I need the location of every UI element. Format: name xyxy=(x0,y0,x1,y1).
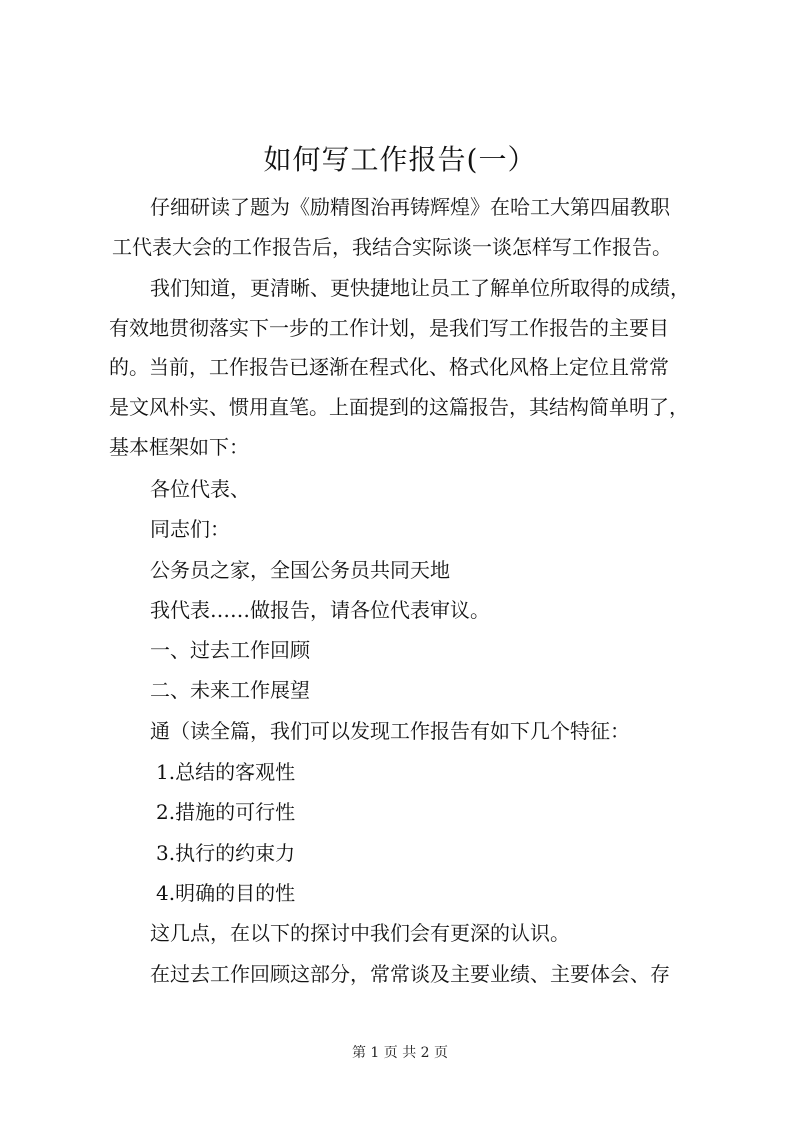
body-line: 这几点，在以下的探讨中我们会有更深的认识。 xyxy=(150,921,570,945)
document-title: 如何写工作报告(一） xyxy=(263,143,537,176)
body-line: 通（读全篇，我们可以发现工作报告有如下几个特征： xyxy=(150,719,630,743)
body-line: 有效地贯彻落实下一步的工作计划，是我们写工作报告的主要目 xyxy=(109,316,669,340)
body-line: 我们知道，更清晰、更快捷地让员工了解单位所取得的成绩， xyxy=(150,276,690,300)
body-line: 是文风朴实、惯用直笔。上面提到的这篇报告，其结构简单明了， xyxy=(109,395,689,419)
body-line: 各位代表、 xyxy=(150,477,250,501)
list-item: 2.措施的可行性 xyxy=(156,800,296,824)
body-line: 公务员之家，全国公务员共同天地 xyxy=(150,558,450,582)
body-line: 基本框架如下： xyxy=(109,435,249,459)
body-line: 我代表……做报告，请各位代表审议。 xyxy=(150,598,490,622)
list-item: 1.总结的客观性 xyxy=(156,760,296,784)
list-item: 3.执行的约束力 xyxy=(156,841,296,865)
page-footer: 第 1 页 共 2 页 xyxy=(351,1045,449,1061)
body-line: 仔细研读了题为《励精图治再铸辉煌》在哈工大第四届教职 xyxy=(150,195,670,219)
body-line: 在过去工作回顾这部分，常常谈及主要业绩、主要体会、存 xyxy=(150,962,670,986)
body-line: 同志们： xyxy=(150,517,230,541)
body-line: 二、未来工作展望 xyxy=(150,678,310,702)
body-line: 工代表大会的工作报告后，我结合实际谈一谈怎样写工作报告。 xyxy=(112,235,672,259)
body-line: 的。当前，工作报告已逐渐在程式化、格式化风格上定位且常常 xyxy=(109,355,669,379)
body-line: 一、过去工作回顾 xyxy=(150,638,310,662)
list-item: 4.明确的目的性 xyxy=(156,881,296,905)
